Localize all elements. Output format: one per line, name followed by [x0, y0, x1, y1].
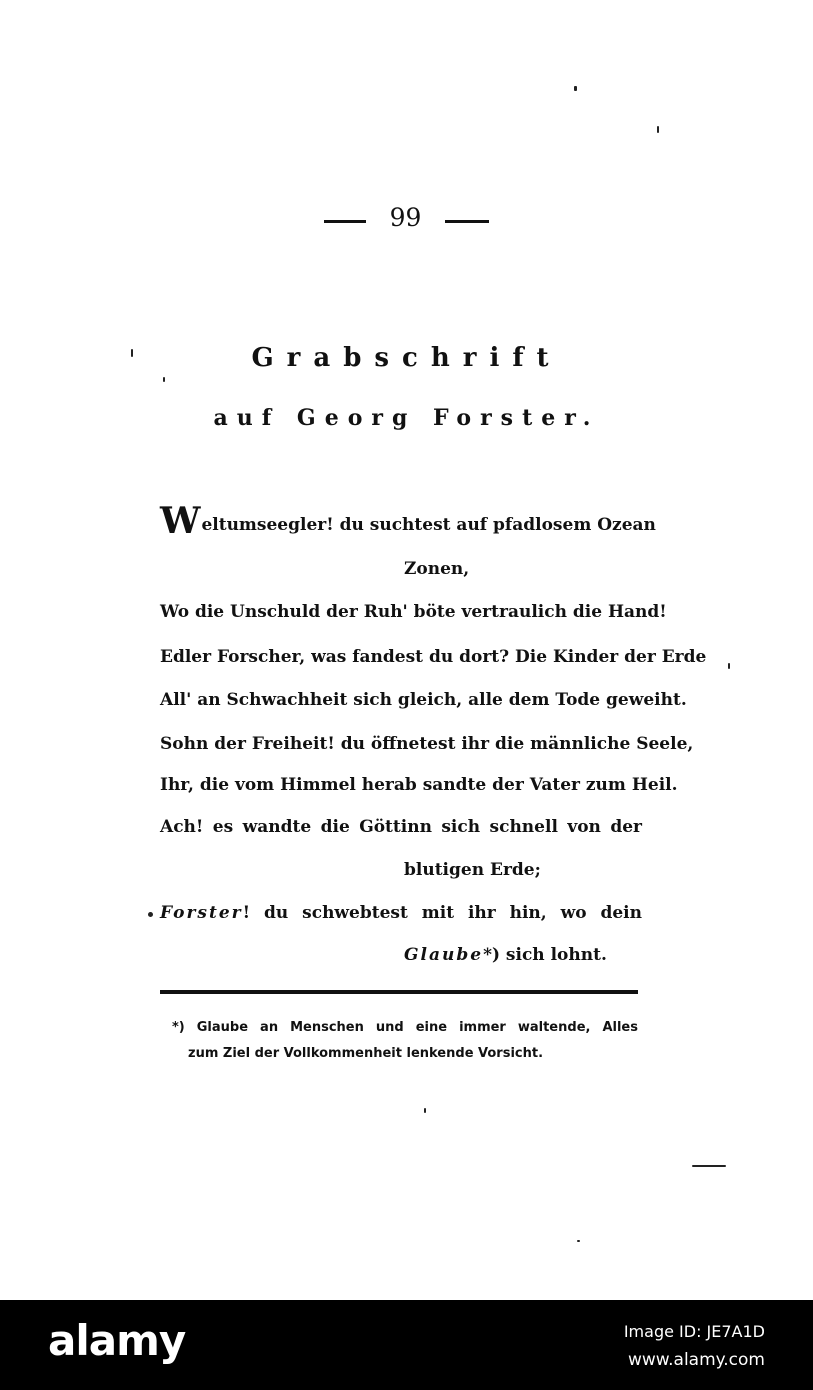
- poem-line-1-continuation: Zonen,: [404, 559, 470, 579]
- poem-line-8-text: ! du schwebtest mit ihr hin, wo dein: [242, 903, 642, 923]
- glaube-word: Glaube: [404, 945, 484, 965]
- poem-line-7-continuation: blutigen Erde;: [404, 860, 541, 880]
- scan-speck: [163, 377, 165, 382]
- poem-line-3: Edler Forscher, was fandest du dort? Die Kinder der Erde: [160, 647, 707, 667]
- image-id: Image ID: JE7A1D: [623, 1322, 765, 1341]
- footnote-line-2: zum Ziel der Vollkommenheit lenkende Vorsicht.: [188, 1046, 544, 1061]
- scan-speck: [692, 1165, 726, 1167]
- scan-speck: [131, 349, 133, 357]
- poem-line-8-continuation: [404, 945, 607, 965]
- scan-speck: [148, 912, 153, 917]
- forster-name: Forster: [160, 903, 243, 923]
- page-header: [0, 203, 813, 232]
- poem-line-8: [160, 903, 642, 923]
- page-number: 99: [389, 203, 422, 232]
- poem-title: Grabschrift: [251, 343, 562, 373]
- poem-line-1-text: eltumseegler! du suchtest auf pfadlosem Ozean: [201, 515, 656, 535]
- site-url: www.alamy.com: [627, 1350, 765, 1370]
- poem-line-7: Ach! es wandte die Göttinn sich schnell von der: [160, 817, 642, 837]
- footnote-line-1: *) Glaube an Menschen und eine immer waltende, Alles: [172, 1020, 638, 1035]
- scan-speck: [424, 1108, 426, 1113]
- poem-line-2: Wo die Unschuld der Ruh' böte vertraulich die Hand!: [160, 602, 667, 622]
- poem-line-8-cont-text: *) sich lohnt.: [483, 945, 607, 965]
- footnote-rule: [160, 990, 638, 994]
- poem-line-6: Ihr, die vom Himmel herab sandte der Vater zum Heil.: [160, 775, 678, 795]
- drop-cap: W: [160, 500, 201, 542]
- scan-speck: [574, 86, 577, 91]
- poem-subtitle: auf Georg Forster.: [213, 405, 600, 431]
- header-dash-left: [324, 220, 366, 223]
- poem-line-1: [160, 500, 656, 542]
- scan-speck: [657, 126, 659, 133]
- poem-line-5: Sohn der Freiheit! du öffnetest ihr die männliche Seele,: [160, 734, 694, 754]
- poem-line-4: All' an Schwachheit sich gleich, alle dem Tode geweiht.: [160, 690, 687, 710]
- scan-speck: [728, 663, 730, 669]
- alamy-logo: alamy: [48, 1316, 186, 1365]
- scan-speck: [577, 1240, 580, 1242]
- header-dash-right: [445, 220, 489, 223]
